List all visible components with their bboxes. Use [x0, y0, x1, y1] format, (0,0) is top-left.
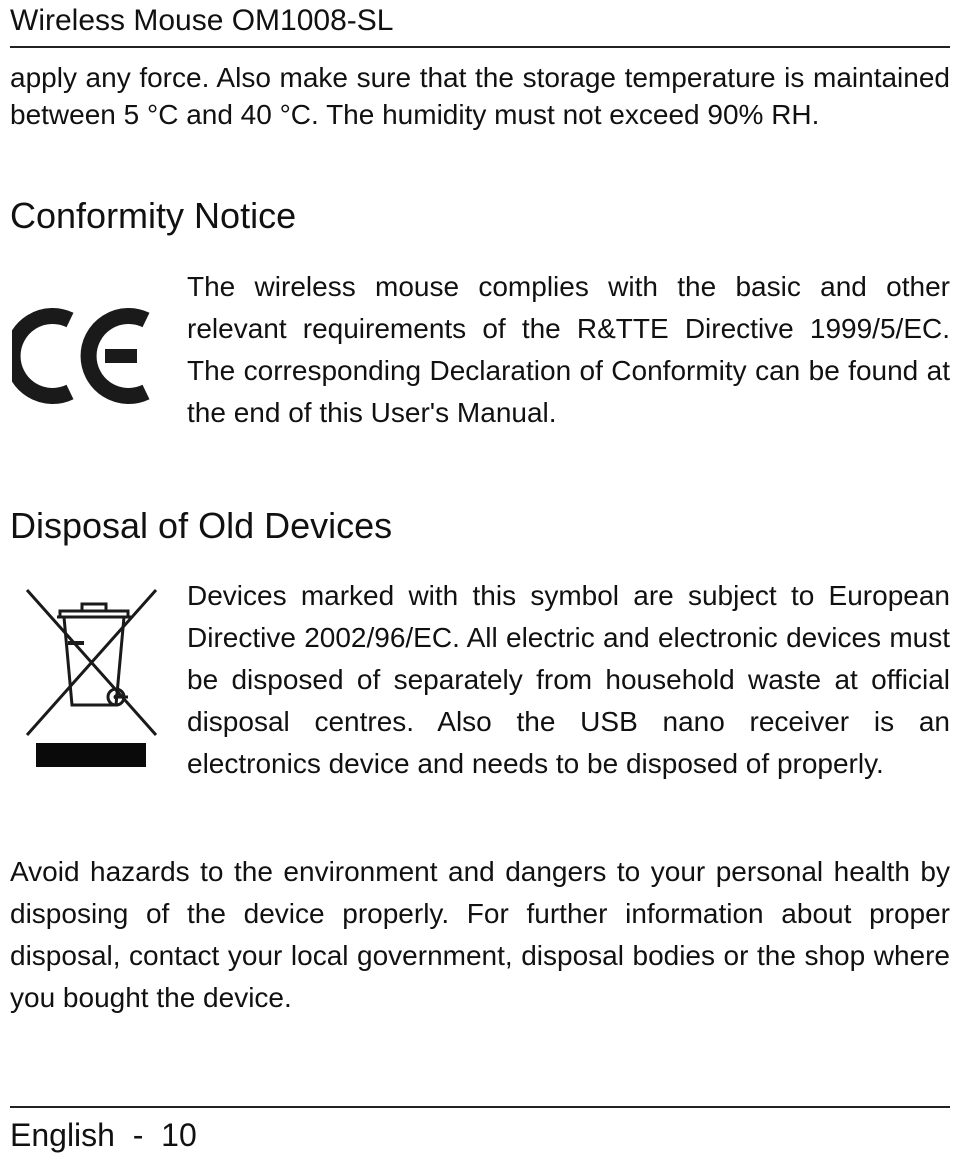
disposal-heading: Disposal of Old Devices — [10, 505, 393, 546]
crossed-out-wheelie-bin-icon — [24, 585, 159, 770]
disposal-advice-paragraph: Avoid hazards to the environment and dangers to your personal health by disposing of the device properly. For further information about proper disposal, contact your local government, disposal bodies or the shop where you bought the device. — [10, 856, 950, 1013]
page-number: English - 10 — [10, 1117, 197, 1153]
conformity-heading: Conformity Notice — [10, 195, 297, 236]
page-header — [10, 0, 950, 48]
page-footer — [10, 1106, 950, 1157]
storage-paragraph: apply any force. Also make sure that the storage temperature is maintained between 5 °C and 40 °C. The humidity must not exceed 90% RH. — [10, 62, 950, 130]
document-title: Wireless Mouse OM1008-SL — [10, 4, 394, 37]
ce-mark-icon — [12, 306, 157, 406]
conformity-paragraph: The wireless mouse complies with the basic and other relevant requirements of the R&TTE Directive 1999/5/EC. The corresponding Declaration of Conformity can be found at the end of this User's Manual. — [187, 271, 950, 428]
disposal-paragraph: Devices marked with this symbol are subject to European Directive 2002/96/EC. All electric and electronic devices must be disposed of separately from household waste at official disposal centres. Also the USB nano receiver is an electronics device and needs to be disposed of properly. — [187, 580, 950, 779]
